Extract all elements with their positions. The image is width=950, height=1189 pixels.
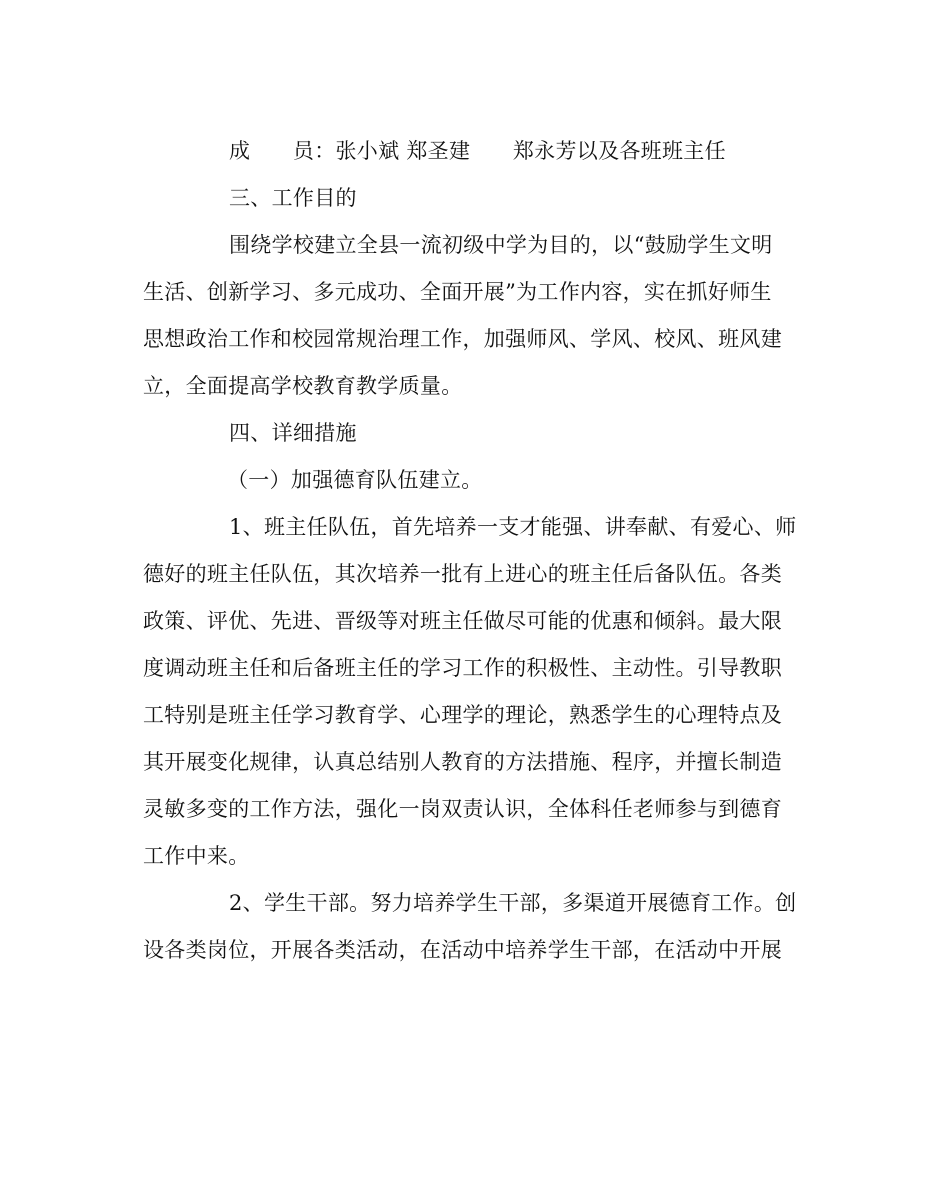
paragraph-line: 其开展变化规律，认真总结别人教育的方法措施、程序，并擅长制造 bbox=[143, 750, 782, 774]
paragraph-line: 德好的班主任队伍，其次培养一批有上进心的班主任后备队伍。各类 bbox=[143, 562, 782, 586]
paragraph-line: 思想政治工作和校园常规治理工作，加强师风、学风、校风、班风建 bbox=[143, 327, 782, 351]
paragraph-line: 灵敏多变的工作方法，强化一岗双责认识，全体科任老师参与到德育 bbox=[143, 797, 782, 821]
paragraph-item-2 bbox=[143, 880, 807, 974]
paragraph-line: 政策、评优、先进、晋级等对班主任做尽可能的优惠和倾斜。最大限 bbox=[143, 609, 782, 633]
paragraph-line: 生活、创新学习、多元成功、全面开展”为工作内容，实在抓好师生 bbox=[143, 280, 772, 304]
subsection-heading-team: （一）加强德育队伍建立。 bbox=[227, 468, 483, 492]
paragraph-line: 1、班主任队伍，首先培养一支才能强、讲奉献、有爱心、师 bbox=[229, 515, 797, 539]
paragraph-line: 设各类岗位，开展各类活动，在活动中培养学生干部，在活动中开展 bbox=[143, 938, 782, 962]
paragraph-line: 围绕学校建立全县一流初级中学为目的，以“鼓励学生文明 bbox=[229, 233, 773, 257]
paragraph-line: 度调动班主任和后备班主任的学习工作的积极性、主动性。引导教职 bbox=[143, 656, 782, 680]
paragraph-goal bbox=[143, 222, 807, 410]
paragraph-line: 2、学生干部。努力培养学生干部，多渠道开展德育工作。创 bbox=[229, 891, 797, 915]
members-line: 成 员：张小斌 郑圣建 郑永芳以及各班班主任 bbox=[229, 139, 726, 163]
paragraph-line: 立，全面提高学校教育教学质量。 bbox=[143, 374, 463, 398]
paragraph-item-1 bbox=[143, 504, 807, 880]
document-body bbox=[143, 128, 807, 974]
section-heading-goal: 三、工作目的 bbox=[229, 186, 357, 210]
paragraph-line: 工作中来。 bbox=[143, 844, 250, 868]
paragraph-line: 工特别是班主任学习教育学、心理学的理论，熟悉学生的心理特点及 bbox=[143, 703, 782, 727]
section-heading-measures: 四、详细措施 bbox=[229, 421, 357, 445]
